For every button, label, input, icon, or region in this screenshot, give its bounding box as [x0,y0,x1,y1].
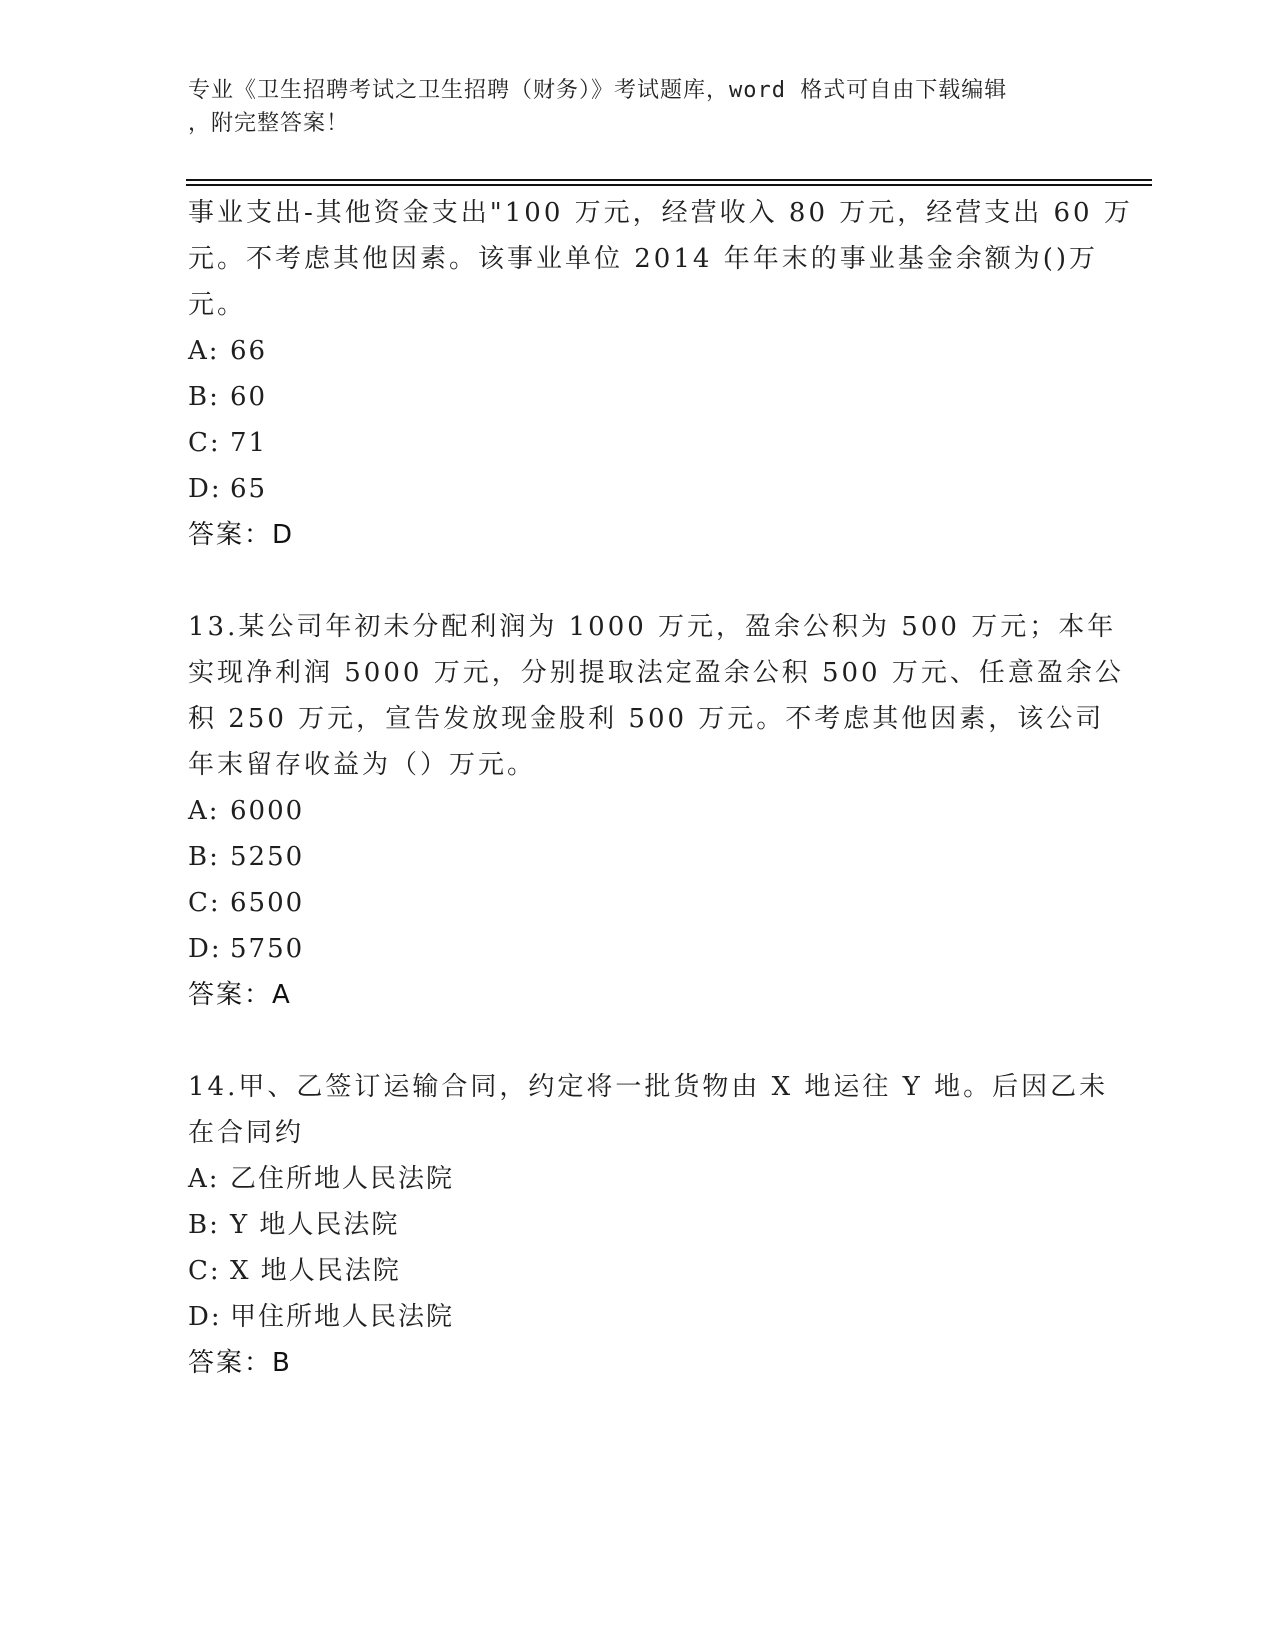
document-header [188,74,1068,140]
answer-line: 答案：A [188,980,292,1010]
header-divider-top [186,179,1152,181]
option-a: A: 乙住所地人民法院 [188,1164,455,1194]
option-a: A: 66 [188,336,268,366]
question-14 [188,1064,1109,1386]
question-text-line: 13.某公司年初未分配利润为 1000 万元，盈余公积为 500 万元；本年 [188,612,1117,642]
answer-line: 答案：D [188,520,295,550]
option-d: D: 甲住所地人民法院 [188,1302,455,1332]
question-text-line: 年末留存收益为（）万元。 [188,750,537,780]
question-text-line: 事业支出-其他资金支出"100 万元，经营收入 80 万元，经营支出 60 万 [188,198,1133,228]
option-d: D: 5750 [188,934,305,964]
header-divider-bottom [186,184,1152,186]
question-text-line: 在合同约 [188,1118,305,1148]
option-c: C: 6500 [188,888,305,918]
spacer [188,1018,1088,1064]
question-text-line: 积 250 万元，宣告发放现金股利 500 万元。不考虑其他因素，该公司 [188,704,1105,734]
question-text-line: 14.甲、乙签订运输合同，约定将一批货物由 X 地运往 Y 地。后因乙未 [188,1072,1109,1102]
question-12 [188,190,1133,558]
question-text-line: 元。不考虑其他因素。该事业单位 2014 年年末的事业基金余额为()万 [188,244,1098,274]
option-b: B: Y 地人民法院 [188,1210,400,1240]
option-b: B: 5250 [188,842,305,872]
question-text-line: 元。 [188,290,247,320]
option-b: B: 60 [188,382,268,412]
answer-line: 答案：B [188,1348,292,1378]
option-a: A: 6000 [188,796,305,826]
question-text-line: 实现净利润 5000 万元，分别提取法定盈余公积 500 万元、任意盈余公 [188,658,1124,688]
option-c: C: X 地人民法院 [188,1256,401,1286]
header-line-1: 专业《卫生招聘考试之卫生招聘（财务）》考试题库，word 格式可自由下载编辑 [188,78,1008,103]
question-13 [188,604,1124,1018]
option-d: D: 65 [188,474,268,504]
question-content [188,190,1133,1386]
spacer [188,558,1088,604]
header-line-2: ，附完整答案！ [188,111,350,136]
option-c: C: 71 [188,428,268,458]
